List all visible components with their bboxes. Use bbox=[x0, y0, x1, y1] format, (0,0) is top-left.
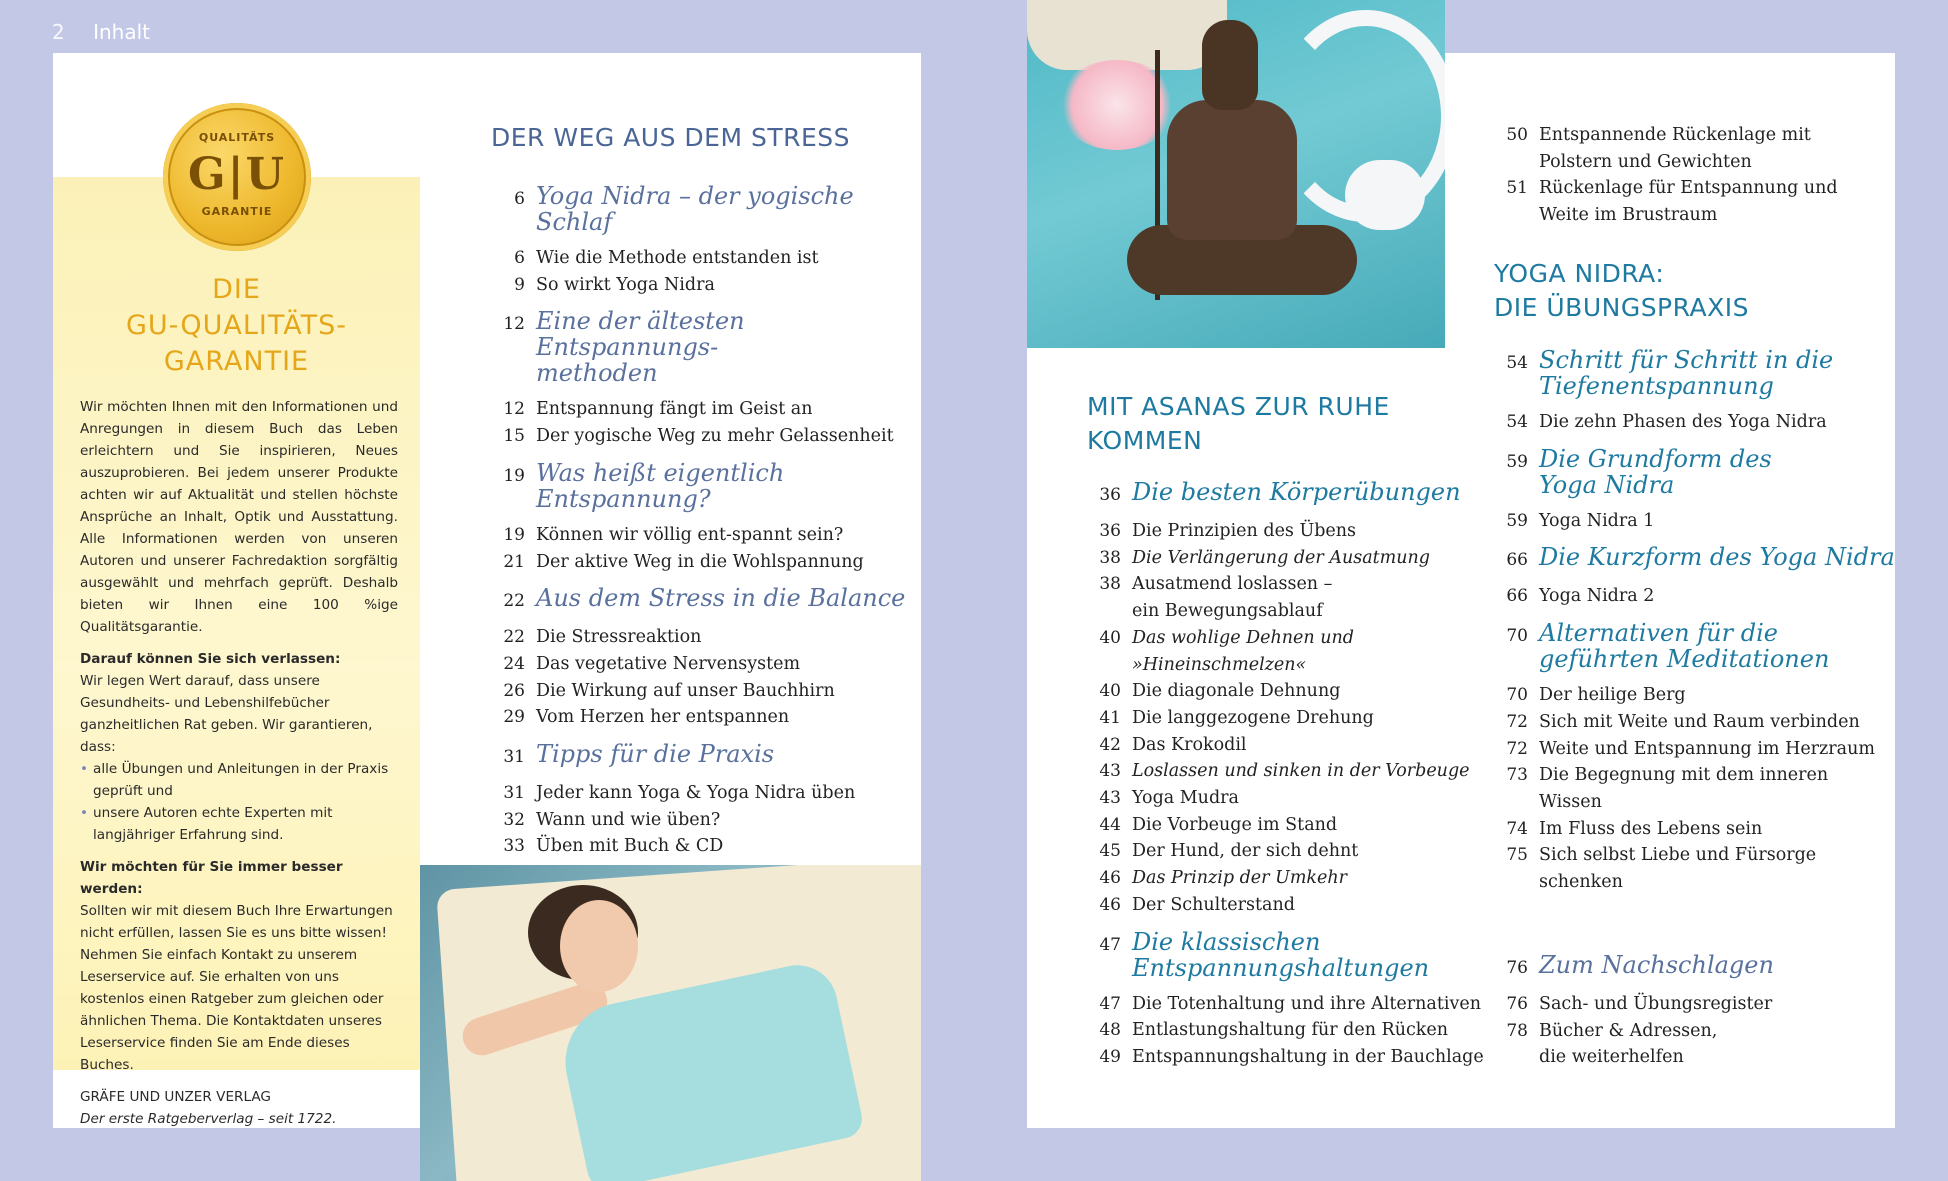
toc-entry bbox=[1087, 678, 1507, 705]
toc-entry bbox=[491, 245, 911, 272]
toc-entry-title: Die langgezogene Drehung bbox=[1132, 707, 1374, 728]
toc-entry-title: Alternativen für die geführten Meditationen bbox=[1539, 619, 1830, 674]
section-title-asanas bbox=[1087, 390, 1390, 458]
toc-page-number: 78 bbox=[1506, 1020, 1528, 1041]
toc-entry bbox=[491, 396, 911, 423]
toc-entry-title: Weite und Entspannung im Herzraum bbox=[1539, 738, 1875, 759]
toc-entry-title: Loslassen und sinken in der Vorbeuge bbox=[1132, 761, 1470, 782]
toc-entry bbox=[491, 272, 911, 299]
toc-entry-title: Im Fluss des Lebens sein bbox=[1539, 818, 1763, 839]
toc-entry bbox=[491, 807, 911, 834]
publisher-slogan: Der erste Ratgeberverlag – seit 1722. bbox=[80, 1111, 337, 1127]
toc-entry bbox=[1087, 991, 1507, 1018]
toc-entry bbox=[491, 833, 911, 860]
toc-entry bbox=[1494, 409, 1914, 436]
toc-page-number: 72 bbox=[1506, 711, 1528, 732]
toc-entry-title: Entspannungshaltung in der Bauchlage bbox=[1132, 1046, 1484, 1067]
toc-page-number: 19 bbox=[503, 524, 525, 545]
guarantee-title-line: GARANTIE bbox=[163, 346, 310, 377]
toc-page-number: 66 bbox=[1506, 550, 1528, 571]
toc-entry bbox=[1087, 1017, 1507, 1044]
toc-entry bbox=[1087, 705, 1507, 732]
toc-page-number: 76 bbox=[1506, 958, 1528, 978]
toc-section-yoga-nidra bbox=[1494, 337, 1914, 896]
toc-page-number: 15 bbox=[503, 426, 525, 447]
toc-entry bbox=[1087, 518, 1507, 545]
toc-entry bbox=[1494, 991, 1914, 1018]
relaxing-woman-photo bbox=[420, 865, 921, 1181]
guarantee-bullets bbox=[80, 758, 398, 846]
toc-page-number: 48 bbox=[1099, 1020, 1121, 1041]
toc-entry-title: Der heilige Berg bbox=[1539, 685, 1686, 706]
toc-page-number: 40 bbox=[1099, 681, 1121, 702]
toc-page-number: 32 bbox=[503, 809, 525, 830]
toc-entry-title: Das wohlige Dehnen und »Hineinschmelzen« bbox=[1132, 627, 1354, 675]
publisher-name: GRÄFE UND UNZER VERLAG bbox=[80, 1089, 271, 1105]
toc-chapter-entry bbox=[1494, 347, 1914, 399]
toc-entry bbox=[1087, 1044, 1507, 1071]
toc-page-number: 26 bbox=[503, 680, 525, 701]
toc-entry-title: Yoga Mudra bbox=[1132, 788, 1239, 809]
toc-entry bbox=[491, 678, 911, 705]
guarantee-title-line: GU-QUALITÄTS- bbox=[125, 310, 348, 341]
toc-page-number: 19 bbox=[503, 465, 525, 486]
toc-entry-title: Der aktive Weg in die Wohlspannung bbox=[536, 551, 864, 572]
toc-entry-title: Das Prinzip der Umkehr bbox=[1132, 868, 1348, 889]
toc-page-number: 59 bbox=[1506, 510, 1528, 531]
toc-page-number: 76 bbox=[1506, 994, 1528, 1014]
toc-section-asanas-cont bbox=[1494, 122, 1914, 229]
toc-entry-title: Die Grundform des Yoga Nidra bbox=[1539, 444, 1772, 499]
toc-entry bbox=[1087, 571, 1507, 624]
toc-page-number: 47 bbox=[1099, 993, 1121, 1014]
trust-heading: Darauf können Sie sich verlassen: bbox=[80, 651, 341, 667]
toc-entry-title: Eine der ältesten Entspannungs- methoden bbox=[536, 307, 745, 388]
toc-page-number: 42 bbox=[1099, 734, 1121, 755]
gu-quality-seal bbox=[163, 103, 311, 251]
toc-page-number: 74 bbox=[1506, 818, 1528, 839]
toc-chapter-entry bbox=[1087, 479, 1507, 508]
toc-entry-title: Sich selbst Liebe und Fürsorge schenken bbox=[1539, 845, 1817, 893]
toc-entry-title: So wirkt Yoga Nidra bbox=[536, 274, 715, 295]
toc-entry bbox=[1087, 812, 1507, 839]
toc-page-number: 22 bbox=[503, 591, 525, 612]
toc-section-stress bbox=[491, 173, 911, 860]
toc-page-number: 21 bbox=[503, 551, 525, 572]
seal-top-text: QUALITÄTS bbox=[198, 131, 276, 144]
toc-entry-title: Ausatmend loslassen – ein Bewegungsablauf bbox=[1132, 574, 1333, 622]
guarantee-title bbox=[53, 272, 420, 380]
toc-entry bbox=[1087, 785, 1507, 812]
toc-page-number: 38 bbox=[1099, 547, 1121, 568]
toc-entry-title: Aus dem Stress in die Balance bbox=[536, 584, 906, 613]
toc-entry bbox=[1087, 625, 1507, 678]
toc-entry-title: Rückenlage für Entspannung und Weite im Brustraum bbox=[1539, 178, 1838, 226]
toc-page-number: 75 bbox=[1506, 845, 1528, 866]
toc-entry-title: Die Verlängerung der Ausatmung bbox=[1132, 547, 1431, 568]
toc-page-number: 44 bbox=[1099, 814, 1121, 835]
toc-entry bbox=[491, 549, 911, 576]
toc-chapter-entry bbox=[1494, 620, 1914, 672]
toc-page-number: 70 bbox=[1506, 626, 1528, 647]
toc-entry-title: Der Hund, der sich dehnt bbox=[1132, 841, 1359, 862]
seal-logo-text: G|U bbox=[188, 149, 286, 200]
running-title: Inhalt bbox=[93, 20, 150, 44]
toc-entry bbox=[1494, 583, 1914, 610]
toc-entry bbox=[1087, 732, 1507, 759]
toc-section-asanas bbox=[1087, 469, 1507, 1071]
section-title-stress: DER WEG AUS DEM STRESS bbox=[491, 123, 851, 152]
toc-entry-title: Die klassischen Entspannungshaltungen bbox=[1132, 927, 1430, 982]
toc-page-number: 6 bbox=[514, 189, 525, 209]
toc-entry bbox=[1494, 736, 1914, 763]
guarantee-body bbox=[80, 396, 398, 1130]
better-heading: Wir möchten für Sie immer besser werden: bbox=[80, 859, 343, 897]
toc-page-number: 31 bbox=[503, 783, 525, 804]
toc-page-number: 22 bbox=[503, 627, 525, 648]
toc-page-number: 70 bbox=[1506, 685, 1528, 706]
toc-entry-title: Schritt für Schritt in die Tiefenentspannung bbox=[1539, 346, 1834, 400]
toc-entry-title: Die Wirkung auf unser Bauchhirn bbox=[536, 680, 835, 701]
section-title-yoga-nidra bbox=[1494, 257, 1749, 325]
toc-page-number: 12 bbox=[503, 314, 525, 335]
toc-page-number: 38 bbox=[1099, 574, 1121, 595]
toc-entry-title: Entspannende Rückenlage mit Polstern und Gewichten bbox=[1539, 125, 1811, 172]
toc-entry bbox=[1494, 682, 1914, 709]
toc-page-number: 49 bbox=[1099, 1046, 1121, 1067]
toc-entry-title: Wie die Methode entstanden ist bbox=[536, 248, 819, 268]
toc-entry-title: Der yogische Weg zu mehr Gelassenheit bbox=[536, 426, 894, 447]
toc-entry bbox=[491, 624, 911, 651]
toc-entry bbox=[491, 704, 911, 731]
toc-entry-title: Die Stressreaktion bbox=[536, 627, 702, 648]
toc-page-number: 33 bbox=[503, 836, 525, 857]
toc-entry-title: Das Krokodil bbox=[1132, 734, 1247, 755]
guarantee-intro: Wir möchten Ihnen mit den Informationen und Anregungen in diesem Buch das Leben erleichtern und Sie inspirieren, Neues auszuprobieren. Bei jedem unserer Produkte achten wir auf Aktualität und stellen höchste Ansprüche an Inhalt, Optik und Ausstattung. Alle Informationen werden von unseren Autoren und unserer Fachredaktion sorgfältig ausgewählt und mehrfach geprüft. Deshalb bieten wir Ihnen eine 100 %ige Qualitätsgarantie. bbox=[80, 399, 398, 635]
toc-entry-title: Yoga Nidra 2 bbox=[1539, 586, 1655, 607]
toc-chapter-entry bbox=[1494, 952, 1914, 981]
trust-text: Wir legen Wert darauf, dass unsere Gesundheits- und Lebenshilfebücher ganzheitlichen Rat geben. Wir garantieren, dass: bbox=[80, 673, 373, 755]
better-text: Sollten wir mit diesem Buch Ihre Erwartungen nicht erfüllen, lassen Sie es uns bitte wissen! Nehmen Sie einfach Kontakt zu unserem Leserservice auf. Sie erhalten von uns kostenlos einen Ratgeber zum gleichen oder ähnlichen Thema. Die Kontaktdaten unseres Leserservice finden Sie am Ende dieses Buches. bbox=[80, 903, 393, 1073]
toc-entry-title: Was heißt eigentlich Entspannung? bbox=[536, 458, 785, 513]
toc-page-number: 36 bbox=[1099, 521, 1121, 541]
toc-entry-title: Entlastungshaltung für den Rücken bbox=[1132, 1020, 1449, 1041]
toc-entry-title: Yoga Nidra – der yogische Schlaf bbox=[536, 182, 854, 236]
toc-entry-title: Yoga Nidra 1 bbox=[1539, 510, 1655, 531]
toc-page-number: 54 bbox=[1506, 353, 1528, 373]
toc-page-number: 41 bbox=[1099, 707, 1121, 728]
toc-chapter-entry bbox=[1087, 929, 1507, 981]
toc-page-number: 46 bbox=[1099, 868, 1121, 889]
toc-entry bbox=[1087, 838, 1507, 865]
toc-entry-title: Die Prinzipien des Übens bbox=[1132, 521, 1357, 541]
toc-entry bbox=[1494, 175, 1914, 228]
toc-entry-title: Bücher & Adressen, die weiterhelfen bbox=[1539, 1020, 1718, 1068]
toc-page-number: 9 bbox=[514, 274, 525, 295]
toc-chapter-entry bbox=[1494, 544, 1914, 573]
toc-entry-title: Sach- und Übungsregister bbox=[1539, 994, 1773, 1014]
toc-page-number: 72 bbox=[1506, 738, 1528, 759]
toc-page-number: 36 bbox=[1099, 485, 1121, 505]
toc-entry bbox=[1494, 816, 1914, 843]
toc-entry bbox=[1087, 865, 1507, 892]
toc-page-number: 54 bbox=[1506, 412, 1528, 432]
toc-entry bbox=[1087, 758, 1507, 785]
guarantee-bullet: • alle Übungen und Anleitungen in der Praxis geprüft und bbox=[80, 758, 398, 802]
toc-page-number: 24 bbox=[503, 653, 525, 674]
toc-chapter-entry bbox=[491, 183, 911, 235]
running-head bbox=[52, 20, 150, 44]
toc-entry-title: Üben mit Buch & CD bbox=[536, 836, 724, 857]
guarantee-title-line: DIE bbox=[212, 274, 261, 305]
toc-entry-title: Wann und wie üben? bbox=[536, 809, 721, 830]
toc-page-number: 40 bbox=[1099, 627, 1121, 648]
toc-page-number: 6 bbox=[514, 248, 525, 268]
toc-page-number: 47 bbox=[1099, 934, 1121, 955]
toc-entry bbox=[1494, 508, 1914, 535]
toc-entry-title: Tipps für die Praxis bbox=[536, 740, 775, 769]
toc-entry-title: Die Kurzform des Yoga Nidra bbox=[1539, 543, 1895, 572]
toc-page-number: 66 bbox=[1506, 586, 1528, 607]
toc-entry-title: Zum Nachschlagen bbox=[1539, 951, 1774, 979]
toc-chapter-entry bbox=[491, 741, 911, 770]
toc-entry bbox=[1494, 122, 1914, 175]
toc-page-number: 31 bbox=[503, 747, 525, 768]
toc-entry bbox=[1494, 842, 1914, 895]
toc-entry-title: Vom Herzen her entspannen bbox=[536, 707, 790, 728]
toc-entry bbox=[491, 651, 911, 678]
toc-entry-title: Jeder kann Yoga & Yoga Nidra üben bbox=[536, 783, 856, 804]
toc-section-reference bbox=[1494, 942, 1914, 1071]
toc-chapter-entry bbox=[1494, 446, 1914, 498]
toc-page-number: 51 bbox=[1506, 178, 1528, 199]
section-title-line: MIT ASANAS ZUR RUHE bbox=[1087, 392, 1390, 421]
toc-entry-title: Können wir völlig ent-spannt sein? bbox=[536, 524, 844, 545]
toc-entry-title: Die Totenhaltung und ihre Alternativen bbox=[1132, 993, 1481, 1014]
page-number: 2 bbox=[52, 20, 65, 44]
toc-entry bbox=[1494, 1018, 1914, 1071]
toc-entry-title: Die Begegnung mit dem inneren Wissen bbox=[1539, 765, 1829, 812]
toc-entry-title: Die zehn Phasen des Yoga Nidra bbox=[1539, 412, 1827, 432]
toc-entry bbox=[1087, 545, 1507, 572]
toc-page-number: 43 bbox=[1099, 761, 1121, 782]
toc-entry bbox=[1087, 892, 1507, 919]
toc-entry-title: Sich mit Weite und Raum verbinden bbox=[1539, 711, 1860, 732]
toc-entry bbox=[491, 780, 911, 807]
toc-entry-title: Die diagonale Dehnung bbox=[1132, 681, 1341, 702]
toc-page-number: 29 bbox=[503, 707, 525, 728]
section-title-line: KOMMEN bbox=[1087, 426, 1203, 455]
toc-entry bbox=[1494, 709, 1914, 736]
toc-entry-title: Die Vorbeuge im Stand bbox=[1132, 814, 1338, 835]
seal-bottom-text: GARANTIE bbox=[201, 205, 273, 218]
toc-chapter-entry bbox=[491, 460, 911, 512]
toc-page-number: 46 bbox=[1099, 894, 1121, 915]
toc-entry-title: Der Schulterstand bbox=[1132, 894, 1295, 915]
toc-page-number: 59 bbox=[1506, 451, 1528, 472]
toc-entry bbox=[491, 423, 911, 450]
toc-page-number: 73 bbox=[1506, 765, 1528, 786]
guarantee-bullet: • unsere Autoren echte Experten mit langjähriger Erfahrung sind. bbox=[80, 802, 398, 846]
section-title-line: DIE ÜBUNGSPRAXIS bbox=[1494, 293, 1749, 322]
toc-entry-title: Die besten Körperübungen bbox=[1132, 478, 1461, 506]
toc-entry bbox=[1494, 762, 1914, 815]
toc-page-number: 43 bbox=[1099, 788, 1121, 809]
toc-entry-title: Das vegetative Nervensystem bbox=[536, 653, 801, 674]
toc-chapter-entry bbox=[491, 308, 911, 386]
toc-page-number: 50 bbox=[1506, 125, 1528, 145]
toc-page-number: 45 bbox=[1099, 841, 1121, 862]
toc-page-number: 12 bbox=[503, 399, 525, 420]
toc-entry bbox=[491, 522, 911, 549]
section-title-line: YOGA NIDRA: bbox=[1494, 259, 1665, 288]
toc-chapter-entry bbox=[491, 585, 911, 614]
toc-entry-title: Entspannung fängt im Geist an bbox=[536, 399, 813, 420]
shiva-statue-photo bbox=[1027, 0, 1445, 348]
